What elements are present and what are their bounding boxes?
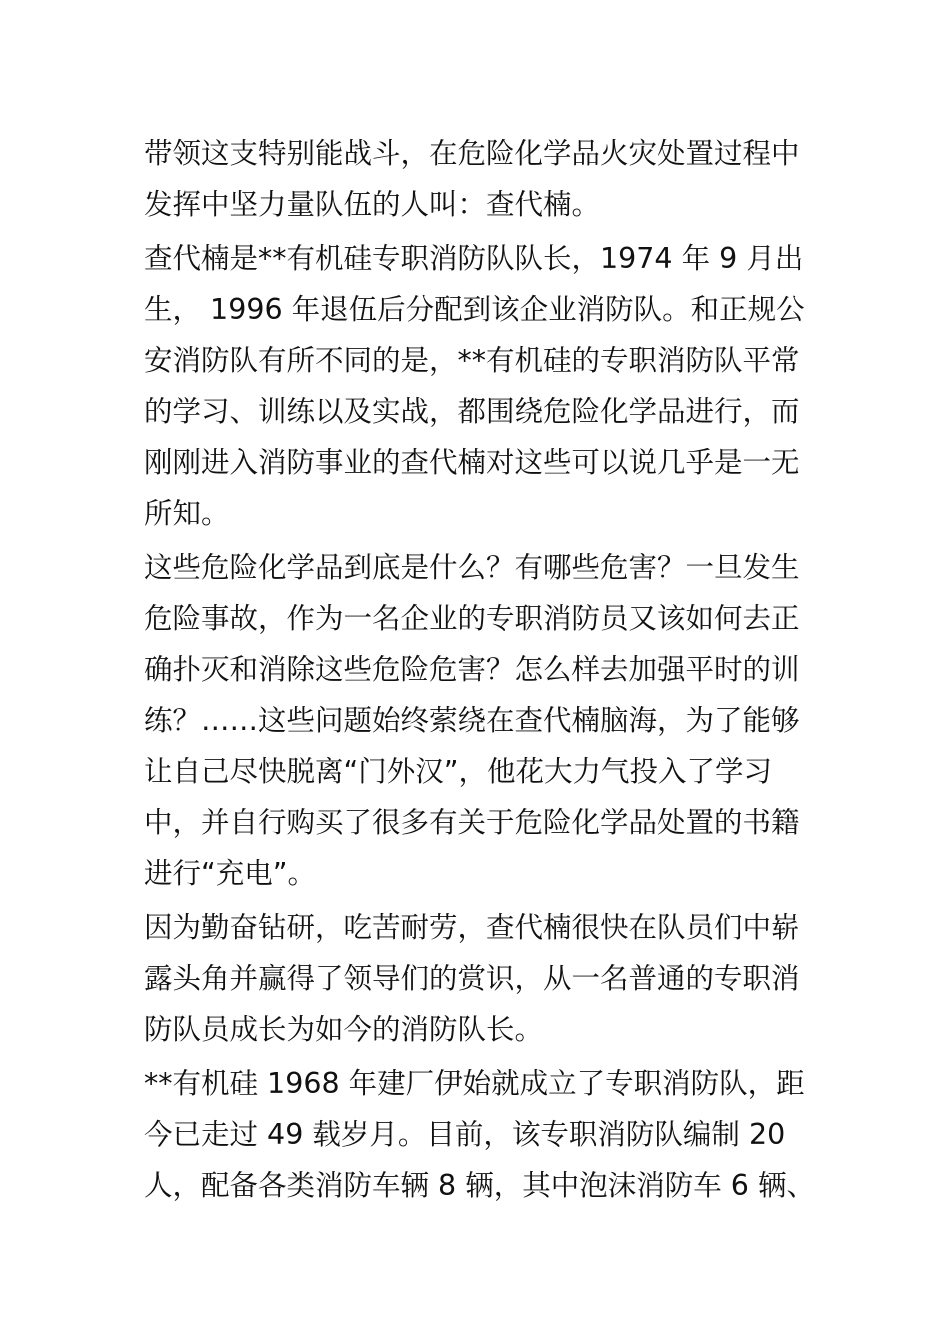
text-line: 发挥中坚力量队伍的人叫：查代楠。: [144, 188, 601, 221]
text-line: 的学习、训练以及实战，都围绕危险化学品进行，而: [144, 395, 800, 428]
text-line: 刚刚进入消防事业的查代楠对这些可以说几乎是一无: [144, 446, 800, 479]
text-line: 带领这支特别能战斗，在危险化学品火灾处置过程中: [144, 137, 800, 170]
document-body: [144, 128, 816, 1214]
text-line: 这些危险化学品到底是什么？有哪些危害？一旦发生: [144, 551, 800, 584]
paragraph-2: [144, 233, 809, 539]
paragraph-5: [144, 1058, 816, 1211]
text-line: **有机硅 1968 年建厂伊始就成立了专职消防队，距: [144, 1067, 805, 1100]
text-line: 进行“充电”。: [144, 857, 317, 890]
text-line: 人，配备各类消防车辆 8 辆，其中泡沫消防车 6 辆、: [144, 1169, 816, 1202]
text-line: 安消防队有所不同的是，**有机硅的专职消防队平常: [144, 344, 800, 377]
text-line: 所知。: [144, 497, 230, 530]
paragraph-3: [144, 542, 809, 899]
paragraph-4: [144, 902, 809, 1055]
text-line: 确扑灭和消除这些危险危害？怎么样去加强平时的训: [144, 653, 800, 686]
text-line: 今已走过 49 载岁月。目前，该专职消防队编制 20: [144, 1118, 786, 1151]
text-line: 查代楠是**有机硅专职消防队队长，1974 年 9 月出: [144, 242, 804, 275]
text-line: 让自己尽快脱离“门外汉”，他花大力气投入了学习: [144, 755, 773, 788]
text-line: 练？……这些问题始终萦绕在查代楠脑海，为了能够: [144, 704, 800, 737]
text-line: 因为勤奋钻研，吃苦耐劳，查代楠很快在队员们中崭: [144, 911, 800, 944]
text-line: 中，并自行购买了很多有关于危险化学品处置的书籍: [144, 806, 800, 839]
text-line: 露头角并赢得了领导们的赏识，从一名普通的专职消: [144, 962, 800, 995]
text-line: 防队员成长为如今的消防队长。: [144, 1013, 544, 1046]
text-line: 危险事故，作为一名企业的专职消防员又该如何去正: [144, 602, 800, 635]
text-line: 生， 1996 年退伍后分配到该企业消防队。和正规公: [144, 293, 805, 326]
paragraph-1: [144, 128, 809, 230]
